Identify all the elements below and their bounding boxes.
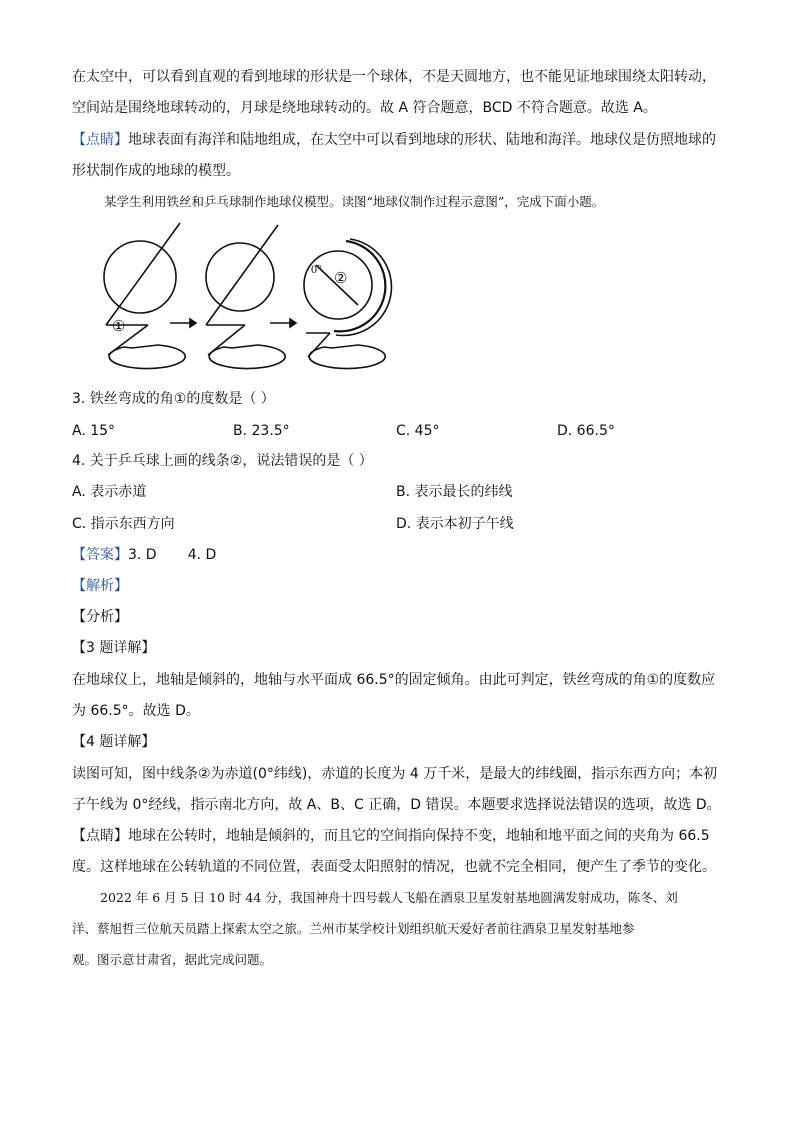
- note1-line2: 形状制作成的地球的模型。: [72, 163, 240, 179]
- angle-label-1: ①: [112, 319, 126, 335]
- line-label-2: ②: [334, 271, 348, 287]
- note2-line1: [72, 826, 710, 846]
- q3-option-b[interactable]: B. 23.5°: [233, 423, 290, 439]
- axis-wire-1: [106, 223, 180, 325]
- globe-making-figure: [80, 215, 400, 375]
- para4-line1: 2022 年 6 月 5 日 10 时 44 分，我国神舟十四号载人飞船在酒泉卫星发射基地圆满发射成功，陈冬、刘: [100, 890, 678, 905]
- q4-option-b[interactable]: B. 表示最长的纬线: [396, 484, 513, 500]
- para4-line3: 观。图示意甘肃省，据此完成问题。: [72, 952, 273, 967]
- answer-tag: 【答案】: [72, 547, 128, 563]
- para4-line2: 洋、蔡旭哲三位航天员踏上探索太空之旅。兰州市某学校计划组织航天爱好者前往酒泉卫星发射基地参: [72, 921, 635, 936]
- q3-option-d[interactable]: D. 66.5°: [557, 423, 615, 439]
- note2-tag: 【点睛】: [72, 828, 128, 844]
- detail-3-line2: 为 66.5°。故选 D。: [72, 703, 200, 719]
- question-intro: 某学生利用铁丝和乒乓球制作地球仪模型。读图“地球仪制作过程示意图”，完成下面小题。: [104, 194, 605, 209]
- analysis-tag: 【解析】: [72, 578, 128, 594]
- para1-line2: 空间站是围绕地球转动的，月球是绕地球转动的。故 A 符合题意，BCD 不符合题意。故选 A。: [72, 100, 657, 116]
- q4-option-c[interactable]: C. 指示东西方向: [72, 516, 175, 532]
- answer-text: 3. D 4. D: [128, 547, 217, 563]
- fenxi-tag: 【分析】: [72, 609, 128, 625]
- axis-wire-2: [206, 225, 278, 325]
- detail-3-tag: 【3 题详解】: [72, 640, 156, 656]
- detail-4-tag: 【4 题详解】: [72, 734, 156, 750]
- note2-text: 地球在公转时，地轴是倾斜的，而且它的空间指向保持不变，地轴和地平面之间的夹角为 66.5: [128, 828, 710, 844]
- question-4-stem: 4. 关于乒乓球上画的线条②，说法错误的是（ ）: [72, 453, 373, 469]
- base-2: [209, 345, 285, 369]
- question-3-stem: 3. 铁丝弯成的角①的度数是（ ）: [72, 391, 275, 407]
- detail-3-line1: 在地球仪上，地轴是倾斜的，地轴与水平面成 66.5°的固定倾角。由此可判定，铁丝弯成的角①的度数应: [72, 672, 716, 688]
- q3-option-a[interactable]: A. 15°: [72, 423, 116, 439]
- note2-line2: 度。这样地球在公转轨道的不同位置，表面受太阳照射的情况，也就不完全相同，便产生了季节的变化。: [72, 859, 716, 875]
- para1-line1: 在太空中，可以看到直观的看到地球的形状是一个球体，不是天圆地方，也不能见证地球围绕太阳转动，: [72, 69, 716, 85]
- q4-option-d[interactable]: D. 表示本初子午线: [396, 516, 514, 532]
- q3-option-c[interactable]: C. 45°: [396, 423, 440, 439]
- base-1: [109, 345, 185, 369]
- detail-4-line1: 读图可知，图中线条②为赤道(0°纬线)，赤道的长度为 4 万千米，是最大的纬线圈，指示东西方向；本初: [72, 766, 718, 782]
- note1-text: 地球表面有海洋和陆地组成，在太空中可以看到地球的形状、陆地和海洋。地球仪是仿照地球的: [128, 132, 716, 148]
- q4-option-a[interactable]: A. 表示赤道: [72, 484, 147, 500]
- base-3: [309, 345, 385, 369]
- note1-tag: 【点睛】: [72, 132, 128, 148]
- answer-line: [72, 545, 216, 565]
- degree-label-0: 0°: [311, 262, 322, 276]
- note1-line1: [72, 130, 716, 150]
- detail-4-line2: 子午线为 0°经线，指示南北方向，故 A、B、C 正确，D 错误。本题要求选择说法错误的选项，故选 D。: [72, 797, 721, 813]
